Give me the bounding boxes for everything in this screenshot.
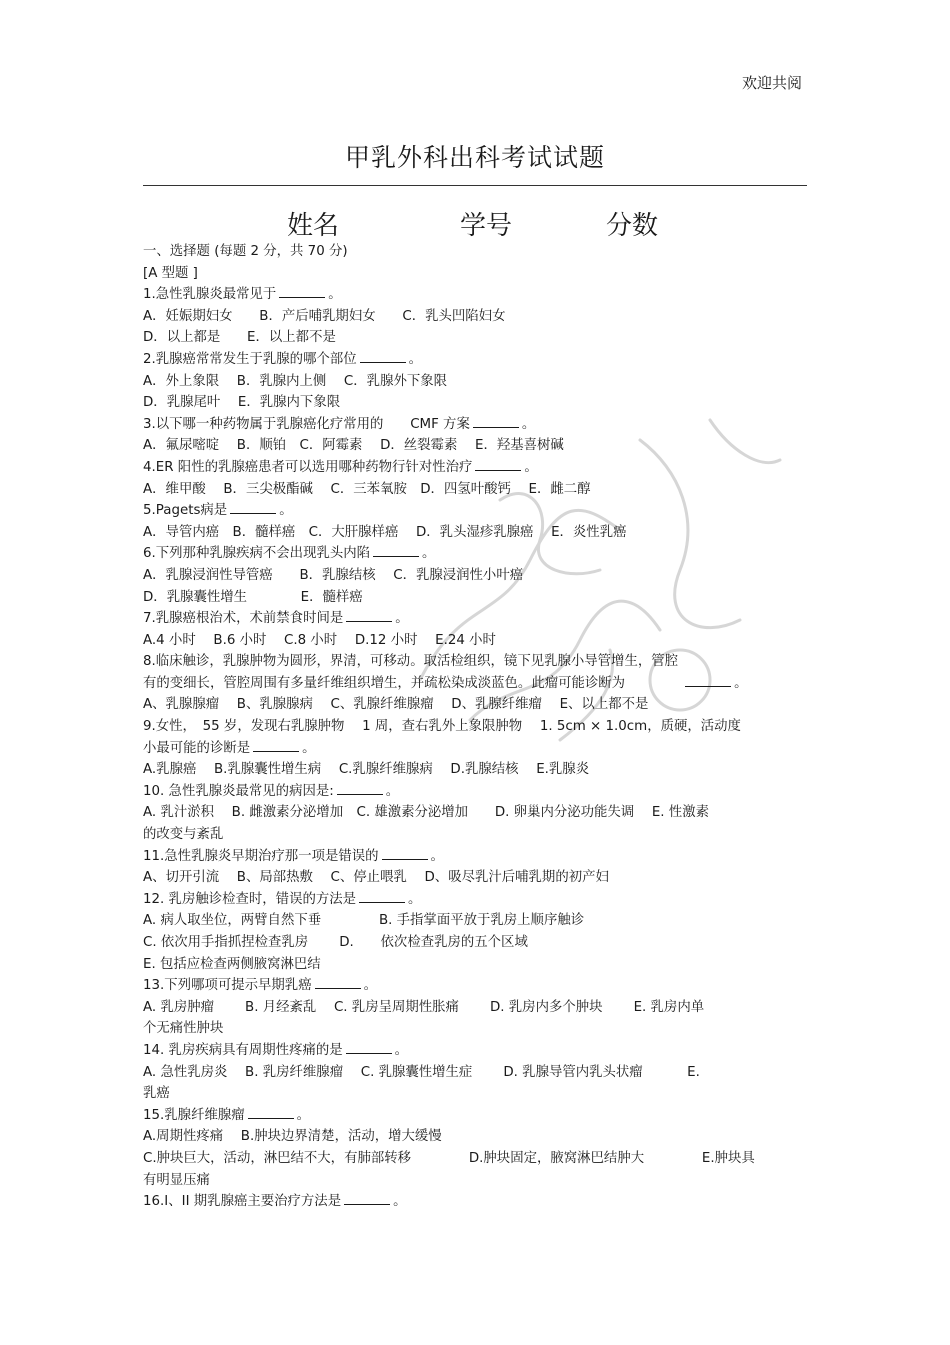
header-note: 欢迎共阅: [741, 74, 802, 92]
question-14-options-a: A. 急性乳房炎 B. 乳房纤维腺瘤 C. 乳腺囊性增生症 D. 乳腺导管内乳头状瘤 E.: [143, 1064, 700, 1080]
question-text: 7.乳腺癌根治术，术前禁食时间是: [143, 611, 344, 627]
answer-blank[interactable]: [382, 846, 428, 860]
question-text: 2.乳腺癌常常发生于乳腺的哪个部位: [143, 351, 357, 367]
answer-blank[interactable]: [475, 457, 521, 471]
question-6-options-a: A．乳腺浸润性导管癌 B．乳腺结核 C．乳腺浸润性小叶癌: [143, 567, 524, 583]
question-8-line-2: 有的变细长，管腔周围有多量纤维组织增生，并疏松染成淡蓝色。此瘤可能诊断为 。: [143, 673, 807, 695]
answer-blank[interactable]: [315, 975, 361, 989]
question-text: 11.急性乳腺炎早期治疗那一项是错误的: [143, 848, 379, 864]
question-14: 14. 乳房疾病具有周期性疼痛的是 。: [143, 1040, 807, 1062]
answer-blank[interactable]: [473, 414, 519, 428]
question-13: 13.下列哪项可提示早期乳癌 。: [143, 975, 807, 997]
question-12-options-b: C. 依次用手指抓捏检查乳房 D. 依次检查乳房的五个区域: [143, 935, 528, 950]
question-12-options-c: E. 包括应检查两侧腋窝淋巴结: [143, 956, 321, 972]
question-8-options: A、乳腺腺瘤 B、乳腺腺病 C、乳腺纤维腺瘤 D、乳腺纤维瘤 E、以上都不是: [143, 697, 649, 713]
page-title: 甲乳外科出科考试试题: [344, 143, 605, 172]
question-text: 16.I、II 期乳腺癌主要治疗方法是: [143, 1194, 342, 1210]
question-4: 4.ER 阳性的乳腺癌患者可以选用哪种药物行针对性治疗 。: [143, 457, 807, 479]
answer-blank[interactable]: [346, 1040, 392, 1054]
question-11-options: A、切开引流 B、局部热敷 C、停止喂乳 D、吸尽乳汁后哺乳期的初产妇: [143, 870, 609, 886]
question-text: 小最可能的诊断是: [143, 740, 251, 756]
question-13-options-b: 个无痛性肿块: [143, 1021, 224, 1037]
question-8-line-1: 8.临床触诊，乳腺肿物为圆形，界清，可移动。取活检组织，镜下见乳腺小导管增生，管腔: [143, 654, 679, 670]
student-id-label: 学号: [460, 211, 513, 241]
question-11: 11.急性乳腺炎早期治疗那一项是错误的 。: [143, 846, 807, 868]
question-1-options-a: A．妊娠期妇女 B．产后哺乳期妇女 C．乳头凹陷妇女: [143, 308, 506, 324]
question-7: 7.乳腺癌根治术，术前禁食时间是 。: [143, 608, 807, 630]
question-6-options-b: D．乳腺囊性增生 E．髓样癌: [143, 589, 363, 605]
answer-blank[interactable]: [248, 1105, 294, 1119]
answer-blank[interactable]: [685, 673, 731, 687]
name-label: 姓名: [287, 211, 340, 241]
score-label: 分数: [606, 211, 659, 241]
question-2-options-b: D．乳腺尾叶 E．乳腺内下象限: [143, 395, 341, 411]
question-text: 有的变细长，管腔周围有多量纤维组织增生，并疏松染成淡蓝色。此瘤可能诊断为: [143, 675, 626, 691]
question-10-options-b: 的改变与紊乱: [143, 827, 224, 843]
question-10: 10. 急性乳腺炎最常见的病因是: 。: [143, 781, 807, 803]
question-9-line-1: 9.女性， 55 岁，发现右乳腺肿物 1 周，查右乳外上象限肿物 1. 5cm × 1.0cm，质硬，活动度: [143, 719, 741, 735]
question-15-options-b: C.肿块巨大，活动，淋巴结不大，有肺部转移 D.肿块固定，腋窝淋巴结肿大 E.肿块具: [143, 1150, 755, 1166]
question-6: 6.下列那种乳腺疾病不会出现乳头内陷 。: [143, 543, 807, 565]
question-16: 16.I、II 期乳腺癌主要治疗方法是 。: [143, 1191, 807, 1213]
question-2-options-a: A．外上象限 B．乳腺内上侧 C．乳腺外下象限: [143, 373, 448, 389]
question-15-options-c: 有明显压痛: [143, 1172, 210, 1188]
question-text: 6.下列那种乳腺疾病不会出现乳头内陷: [143, 546, 371, 562]
answer-blank[interactable]: [253, 738, 299, 752]
question-text: 1.急性乳腺炎最常见于: [143, 287, 277, 303]
question-text: 5.Pagets病是: [143, 503, 228, 519]
question-12-options-a: A. 病人取坐位，两臂自然下垂 B. 手指掌面平放于乳房上顺序触诊: [143, 913, 585, 929]
question-4-options: A．维甲酸 B．三尖极酯碱 C．三苯氧胺 D．四氢叶酸钙 E．雌二醇: [143, 481, 591, 497]
exam-content: [143, 241, 807, 1213]
question-5: 5.Pagets病是 。: [143, 500, 807, 522]
question-5-options: A．导管内癌 B．髓样癌 C．大肝腺样癌 D．乳头湿疹乳腺癌 E．炎性乳癌: [143, 524, 627, 540]
question-12: 12. 乳房触诊检查时，错误的方法是 。: [143, 889, 807, 911]
answer-blank[interactable]: [360, 349, 406, 363]
question-13-options-a: A. 乳房肿瘤 B. 月经紊乱 C. 乳房呈周期性胀痛 D. 乳房内多个肿块 E. 乳房内单: [143, 999, 705, 1015]
question-2: 2.乳腺癌常常发生于乳腺的哪个部位 。: [143, 349, 807, 371]
answer-blank[interactable]: [230, 500, 276, 514]
answer-blank[interactable]: [373, 543, 419, 557]
answer-blank[interactable]: [346, 608, 392, 622]
answer-blank[interactable]: [344, 1191, 390, 1205]
student-info-row: [0, 205, 950, 241]
question-text: 12. 乳房触诊检查时，错误的方法是: [143, 891, 357, 907]
section-heading: 一、选择题 (每题 2 分，共 70 分): [143, 244, 348, 259]
title-divider: [143, 185, 807, 186]
question-7-options: A.4 小时 B.6 小时 C.8 小时 D.12 小时 E.24 小时: [143, 632, 496, 648]
question-9-options: A.乳腺癌 B.乳腺囊性增生病 C.乳腺纤维腺病 D.乳腺结核 E.乳腺炎: [143, 762, 590, 778]
question-10-options-a: A. 乳汁淤积 B. 雌激素分泌增加 C. 雄激素分泌增加 D. 卵巢内分泌功能失调 E. 性激素: [143, 805, 709, 821]
question-1-options-b: D．以上都是 E．以上都不是: [143, 330, 336, 346]
question-15: 15.乳腺纤维腺瘤 。: [143, 1105, 807, 1127]
question-text: 4.ER 阳性的乳腺癌患者可以选用哪种药物行针对性治疗: [143, 459, 473, 475]
question-type-label: [A 型题 ]: [143, 265, 198, 281]
answer-blank[interactable]: [337, 781, 383, 795]
question-9-line-2: 小最可能的诊断是 。: [143, 738, 807, 760]
question-text: 10. 急性乳腺炎最常见的病因是:: [143, 783, 334, 799]
question-3-options: A．氟尿嘧啶 B．顺铂 C．阿霉素 D．丝裂霉素 E．羟基喜树碱: [143, 438, 564, 454]
question-text: 15.乳腺纤维腺瘤: [143, 1107, 245, 1123]
answer-blank[interactable]: [279, 284, 325, 298]
answer-blank[interactable]: [359, 889, 405, 903]
question-1: 1.急性乳腺炎最常见于 。: [143, 284, 807, 306]
question-text: 14. 乳房疾病具有周期性疼痛的是: [143, 1042, 343, 1058]
question-text: 3.以下哪一种药物属于乳腺癌化疗常用的 CMF 方案: [143, 416, 470, 432]
question-15-options-a: A.周期性疼痛 B.肿块边界清楚，活动，增大缓慢: [143, 1129, 442, 1145]
question-3: 3.以下哪一种药物属于乳腺癌化疗常用的 CMF 方案 。: [143, 414, 807, 436]
question-14-options-b: 乳癌: [143, 1086, 170, 1102]
question-text: 13.下列哪项可提示早期乳癌: [143, 978, 312, 994]
